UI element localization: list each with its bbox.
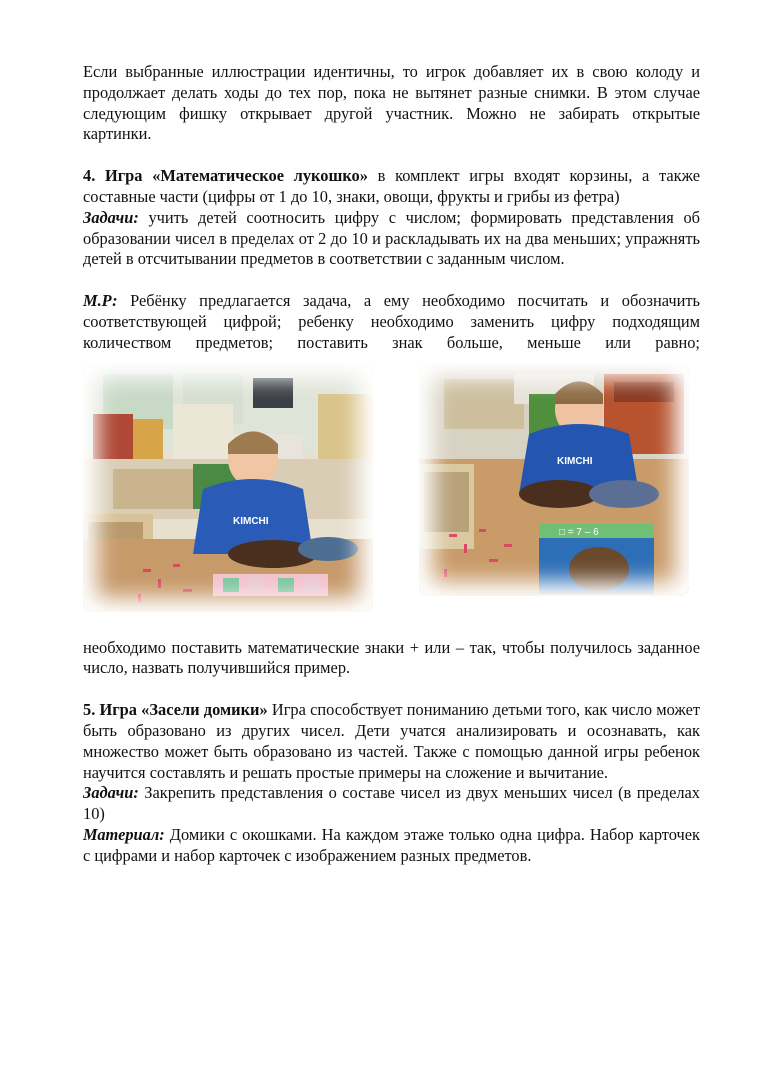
game4-paragraph <box>83 166 700 208</box>
game4-tasks <box>83 208 700 270</box>
spacer <box>83 270 700 291</box>
game5-tasks-text: Закрепить представления о составе чисел из двух меньших чисел (в пределах 10) <box>83 783 700 824</box>
game5-tasks <box>83 783 700 825</box>
game5-intro: Игра способствует пониманию детьми того, как число может быть образовано из других чисел. Дети учатся анализировать и осознавать, как множество может быть образовано из частей. Также с помощью данной игры ребенок научится составлять и решать простые примеры на сложение и вычитание. <box>83 700 701 782</box>
paragraph-intro: Если выбранные иллюстрации идентичны, то игрок добавляет их в свою колоду и продолжает делать ходы до тех пор, пока не вытянет разные снимки. В этом случае следующим фишку открывает другой участник. Можно не забирать открытые картинки. <box>83 62 700 144</box>
game5-material-label: Материал: <box>83 824 165 844</box>
game5-tasks-label: Задачи: <box>83 783 139 803</box>
game4-mr-text: Ребёнку предлагается задача, а ему необходимо посчитать и обозначить соответствующей цифрой; ребенку необходимо заменить цифру подходящим количеством предметов; поставить знак больше, меньше или равно; <box>83 291 700 352</box>
game4-after-photos: необходимо поставить математические знаки + или – так, чтобы получилось заданное число, назвать получившийся пример. <box>83 637 700 678</box>
shirt-text-2: KIMCHI <box>557 455 593 467</box>
game5-title: 5. Игра «Засели домики» <box>83 700 268 720</box>
game4-tasks-label: Задачи: <box>83 207 139 227</box>
photo-row <box>83 364 700 626</box>
shirt-text: KIMCHI <box>233 515 269 527</box>
game4-title: 4. Игра «Математическое лукошко» <box>83 166 368 186</box>
photo-left <box>83 364 373 612</box>
spacer <box>83 679 700 700</box>
game4-tasks-text: учить детей соотносить цифру с числом; формировать представления об образовании чисел в пределах от 2 до 10 и раскладывать их на два меньших; упражнять детей в отсчитывании предметов в соответствии с заданным числом. <box>83 207 700 269</box>
board-text: □ = 7 – 6 <box>559 526 599 538</box>
game4-mr-label: М.Р: <box>83 291 118 311</box>
game5-material-text: Домики с окошками. На каждом этаже только одна цифра. Набор карточек с цифрами и набор карточек с изображением разных предметов. <box>83 824 700 865</box>
game5-paragraph <box>83 700 700 783</box>
game4-intro: в комплект игры входят корзины, а также составные части (цифры от 1 до 10, знаки, овощи, фрукты и грибы из фетра) <box>83 166 700 206</box>
spacer <box>83 145 700 166</box>
game4-mr <box>83 291 700 353</box>
photo-right <box>419 364 689 596</box>
game5-material <box>83 825 700 867</box>
document-page <box>83 62 700 867</box>
photo-left-image <box>83 364 373 612</box>
photo-right-image <box>419 364 689 596</box>
